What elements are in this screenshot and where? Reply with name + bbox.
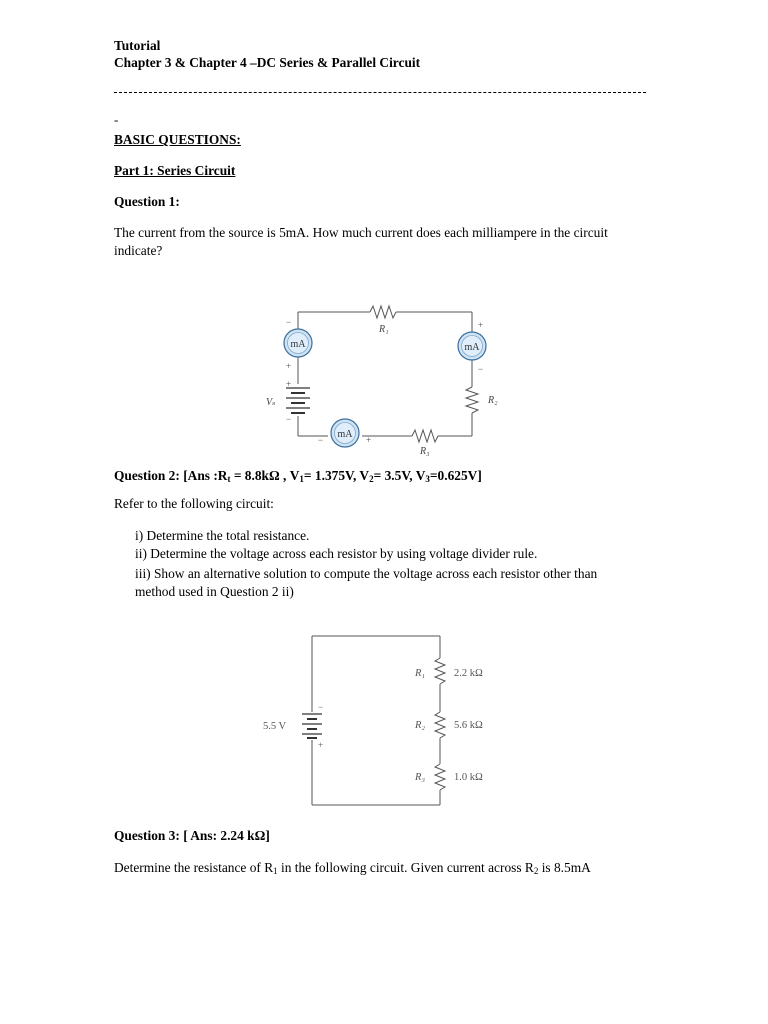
question-2-item-1: i) Determine the total resistance. xyxy=(135,528,310,543)
r2-value: 5.6 kΩ xyxy=(454,720,483,731)
question-1-label: Question 1: xyxy=(114,194,180,209)
question-3-text: Determine the resistance of $R_1$ in the following circuit. Given current across $R_2$ is 8.5mA xyxy=(114,860,591,876)
meter-left-minus: − xyxy=(286,317,292,327)
part-heading: Part 1: Series Circuit xyxy=(114,163,236,178)
question-2-intro: Refer to the following circuit: xyxy=(114,496,274,511)
question-1-text: The current from the source is 5mA. How much current does each milliampere in the circuit indicate? xyxy=(114,225,608,258)
svg-text:mA: mA xyxy=(337,429,353,440)
separator-tail: - xyxy=(114,112,119,127)
separator-line xyxy=(114,92,646,93)
r1-label: R₁ xyxy=(379,324,389,335)
doc-subtitle: Chapter 3 & Chapter 4 –DC Series & Parallel Circuit xyxy=(114,55,421,70)
r3-value: 1.0 kΩ xyxy=(454,772,483,783)
section-heading: BASIC QUESTIONS: xyxy=(114,132,241,147)
r2-label: R₂ xyxy=(488,395,498,406)
ammeter-right xyxy=(458,332,486,360)
question-2-item-3: iii) Show an alternative solution to compute the voltage across each resistor other than xyxy=(135,566,598,581)
battery-minus: − xyxy=(286,414,292,424)
resistor-circuit-figure xyxy=(250,628,520,813)
question-3-label: Question 3: [ Ans: 2.24 kΩ] xyxy=(114,828,270,843)
ammeter-left xyxy=(284,329,312,357)
svg-text:mA: mA xyxy=(290,339,306,350)
vs-label: Vₛ xyxy=(266,397,276,408)
meter-bottom-plus: + xyxy=(366,435,372,445)
source-label: 5.5 V xyxy=(263,721,287,732)
svg-text:mA: mA xyxy=(464,342,480,353)
question-2-label: Question 2: [Ans $:R_t = 8.8k\Omega$ , $V_1= 1.375V$, $V_2= 3.5V$, $V_3=0.625V$] xyxy=(114,468,482,484)
source-plus: + xyxy=(318,740,324,750)
battery-plus: + xyxy=(286,379,292,389)
r1-label: R₁ xyxy=(415,668,426,679)
r1-value: 2.2 kΩ xyxy=(454,668,483,679)
meter-bottom-minus: − xyxy=(318,435,324,445)
question-2-item-4: method used in Question 2 ii) xyxy=(135,584,294,599)
doc-title: Tutorial xyxy=(114,38,161,53)
meter-left-plus: + xyxy=(286,361,292,371)
series-circuit-figure xyxy=(260,292,510,462)
r3-label: R₃ xyxy=(415,772,426,783)
meter-right-minus: − xyxy=(478,364,484,374)
r2-label: R₂ xyxy=(415,720,426,731)
source-minus: − xyxy=(318,702,324,712)
question-2-item-2: ii) Determine the voltage across each resistor by using voltage divider rule. xyxy=(135,546,538,561)
meter-right-plus: + xyxy=(478,320,484,330)
r3-label: R₃ xyxy=(420,446,430,457)
ammeter-bottom xyxy=(331,419,359,447)
